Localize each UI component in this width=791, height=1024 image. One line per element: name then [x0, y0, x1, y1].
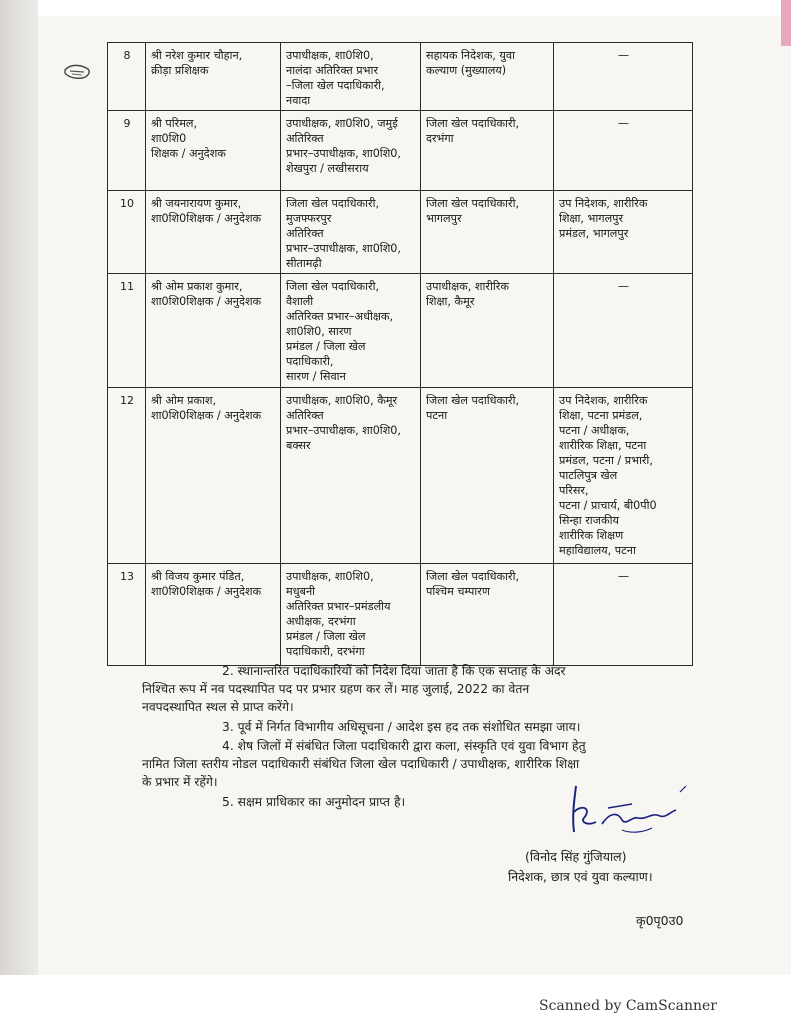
cell-text-line: शारीरिक शिक्षा, पटना: [559, 439, 647, 452]
cell-text-line: शा0शि0, सारण: [286, 325, 352, 338]
serial-number-cell: 11: [108, 274, 146, 388]
cell-text-line: नवादा: [286, 94, 311, 107]
cell-text-line: श्री परिमल,: [151, 117, 198, 130]
cell-text-line: शा0शि0शिक्षक / अनुदेशक: [151, 295, 262, 308]
additional-charge-cell: [554, 564, 693, 666]
additional-charge-cell: [554, 191, 693, 274]
transfer-table: [107, 42, 693, 666]
employee-name-cell: [146, 274, 281, 388]
cell-text-line: मुजफ्फरपुर: [286, 212, 332, 225]
serial-number-cell: 8: [108, 43, 146, 111]
cell-text-line: —: [617, 280, 630, 293]
paragraph-5: 5. सक्षम प्राधिकार का अनुमोदन प्राप्त है।: [222, 795, 406, 809]
page-continuation-ref: कृ0पृ0उ0: [636, 913, 684, 928]
cell-text-line: पटना / प्राचार्य, बी0पी0: [559, 499, 657, 512]
cell-text-line: –जिला खेल पदाधिकारी,: [286, 79, 385, 92]
cell-text-line: प्रभार–उपाधीक्षक, शा0शि0,: [286, 424, 401, 437]
signatory-title: निदेशक, छात्र एवं युवा कल्याण।: [508, 869, 653, 884]
table-row: [108, 191, 693, 274]
cell-text-line: कल्याण (मुख्यालय): [426, 64, 507, 77]
cell-text-line: नालंदा अतिरिक्त प्रभार: [286, 64, 379, 77]
employee-name-cell: [146, 564, 281, 666]
cell-text-line: सिन्हा राजकीय: [559, 514, 619, 527]
current-posting-cell: [281, 43, 421, 111]
serial-number-cell: 10: [108, 191, 146, 274]
current-posting-cell: [281, 388, 421, 564]
table-row: [108, 111, 693, 191]
cell-text-line: पदाधिकारी,: [286, 355, 334, 368]
scan-left-shadow: [0, 0, 38, 975]
cell-text-line: शिक्षक / अनुदेशक: [151, 147, 226, 160]
cell-text-line: पदाधिकारी, दरभंगा: [286, 645, 365, 658]
cell-text-line: सहायक निदेशक, युवा: [426, 49, 516, 62]
cell-text-line: महाविद्यालय, पटना: [559, 544, 636, 557]
cell-text-line: —: [617, 49, 630, 62]
cell-text-line: बक्सर: [286, 439, 311, 452]
cell-text-line: वैशाली: [286, 295, 314, 308]
cell-text-line: श्री विजय कुमार पंडित,: [151, 570, 245, 583]
cell-text-line: शेखपुरा / लखीसराय: [286, 162, 369, 175]
additional-charge-cell: [554, 274, 693, 388]
new-posting-cell: [421, 191, 554, 274]
paragraph-4-line-2: नामित जिला स्तरीय नोडल पदाधिकारी संबंधित जिला खेल पदाधिकारी / उपाधीक्षक, शारीरिक शिक्षा: [142, 757, 580, 771]
cell-text-line: —: [617, 117, 630, 130]
serial-number-cell: 13: [108, 564, 146, 666]
cell-text-line: प्रमंडल, भागलपुर: [559, 227, 629, 240]
current-posting-cell: [281, 274, 421, 388]
employee-name-cell: [146, 191, 281, 274]
cell-text-line: शिक्षा, पटना प्रमंडल,: [559, 409, 643, 422]
cell-text-line: अतिरिक्त प्रभार–अधीक्षक,: [286, 310, 394, 323]
cell-text-line: प्रमंडल / जिला खेल: [286, 340, 366, 353]
cell-text-line: शा0शि0शिक्षक / अनुदेशक: [151, 409, 262, 422]
table-row: [108, 564, 693, 666]
additional-charge-cell: [554, 43, 693, 111]
cell-text-line: पटना / अधीक्षक,: [559, 424, 630, 437]
cell-text-line: भागलपुर: [426, 212, 462, 225]
cell-text-line: अतिरिक्त: [286, 132, 324, 145]
cell-text-line: जिला खेल पदाधिकारी,: [426, 117, 520, 130]
cell-text-line: अतिरिक्त: [286, 409, 324, 422]
table-row: [108, 388, 693, 564]
cell-text-line: शिक्षा, कैमूर: [426, 295, 475, 308]
paragraph-2-line-3: नवपदस्थापित स्थल से प्राप्त करेंगे।: [142, 700, 294, 714]
cell-text-line: शा0शि0शिक्षक / अनुदेशक: [151, 585, 262, 598]
cell-text-line: शा0शि0: [151, 132, 187, 145]
cell-text-line: अतिरिक्त प्रभार–प्रमंडलीय: [286, 600, 391, 613]
additional-charge-cell: [554, 111, 693, 191]
paragraph-2-line-1: 2. स्थानान्तरित पदाधिकारियों को निदेश दिया जाता है कि एक सप्ताह के अंदर: [222, 664, 566, 678]
cell-text-line: उप निदेशक, शारीरिक: [559, 394, 648, 407]
cell-text-line: मधुबनी: [286, 585, 316, 598]
cell-text-line: प्रभार–उपाधीक्षक, शा0शि0,: [286, 242, 401, 255]
new-posting-cell: [421, 43, 554, 111]
cell-text-line: श्री नरेश कुमार चौहान,: [151, 49, 243, 62]
cell-text-line: क्रीड़ा प्रशिक्षक: [151, 64, 209, 77]
cell-text-line: जिला खेल पदाधिकारी,: [426, 570, 520, 583]
cell-text-line: प्रमंडल, पटना / प्रभारी,: [559, 454, 653, 467]
cell-text-line: पाटलिपुत्र खेल: [559, 469, 618, 482]
cell-text-line: अधीक्षक, दरभंगा: [286, 615, 356, 628]
cell-text-line: परिसर,: [559, 484, 589, 497]
current-posting-cell: [281, 564, 421, 666]
cell-text-line: अतिरिक्त: [286, 227, 324, 240]
cell-text-line: प्रभार–उपाधीक्षक, शा0शि0,: [286, 147, 401, 160]
cell-text-line: उपाधीक्षक, शा0शि0,: [286, 570, 374, 583]
cell-text-line: शारीरिक शिक्षण: [559, 529, 624, 542]
new-posting-cell: [421, 111, 554, 191]
paragraph-4-line-3: के प्रभार में रहेंगे।: [142, 775, 218, 789]
additional-charge-cell: [554, 388, 693, 564]
scanner-watermark: Scanned by CamScanner: [539, 998, 717, 1014]
cell-text-line: उपाधीक्षक, शा0शि0, कैमूर: [286, 394, 398, 407]
cell-text-line: उप निदेशक, शारीरिक: [559, 197, 648, 210]
cell-text-line: पश्चिम चम्पारण: [426, 585, 490, 598]
paragraph-2-line-2: निश्चित रूप में नव पदस्थापित पद पर प्रभार ग्रहण कर लें। माह जुलाई, 2022 का वेतन: [142, 682, 530, 696]
scan-top-edge: [38, 0, 791, 16]
cell-text-line: सारण / सिवान: [286, 370, 346, 383]
cell-text-line: श्री जयनारायण कुमार,: [151, 197, 242, 210]
table-row: [108, 274, 693, 388]
paragraph-3: 3. पूर्व में निर्गत विभागीय अधिसूचना / आदेश इस हद तक संशोधित समझा जाय।: [222, 720, 581, 734]
current-posting-cell: [281, 111, 421, 191]
cell-text-line: पटना: [426, 409, 448, 422]
paragraph-4-line-1: 4. शेष जिलों में संबंधित जिला पदाधिकारी द्वारा कला, संस्कृति एवं युवा विभाग हेतु: [222, 739, 586, 753]
employee-name-cell: [146, 43, 281, 111]
cell-text-line: जिला खेल पदाधिकारी,: [286, 280, 380, 293]
new-posting-cell: [421, 388, 554, 564]
cell-text-line: श्री ओम प्रकाश,: [151, 394, 217, 407]
new-posting-cell: [421, 564, 554, 666]
cell-text-line: उपाधीक्षक, शा0शि0,: [286, 49, 374, 62]
cell-text-line: दरभंगा: [426, 132, 454, 145]
cell-text-line: जिला खेल पदाधिकारी,: [286, 197, 380, 210]
serial-number-cell: 12: [108, 388, 146, 564]
new-posting-cell: [421, 274, 554, 388]
employee-name-cell: [146, 388, 281, 564]
cell-text-line: प्रमंडल / जिला खेल: [286, 630, 366, 643]
staple-mark-icon: [62, 60, 94, 84]
cell-text-line: उपाधीक्षक, शा0शि0, जमुई: [286, 117, 398, 130]
cell-text-line: जिला खेल पदाधिकारी,: [426, 197, 520, 210]
employee-name-cell: [146, 111, 281, 191]
signatory-name: (विनोद सिंह गुंजियाल): [525, 849, 627, 864]
cell-text-line: शिक्षा, भागलपुर: [559, 212, 624, 225]
cell-text-line: श्री ओम प्रकाश कुमार,: [151, 280, 243, 293]
handwritten-signature: [562, 782, 692, 840]
cell-text-line: शा0शि0शिक्षक / अनुदेशक: [151, 212, 262, 225]
cell-text-line: सीतामढ़ी: [286, 257, 322, 270]
current-posting-cell: [281, 191, 421, 274]
cell-text-line: जिला खेल पदाधिकारी,: [426, 394, 520, 407]
serial-number-cell: 9: [108, 111, 146, 191]
pink-edge-mark: [781, 0, 791, 46]
table-row: [108, 43, 693, 111]
cell-text-line: —: [617, 570, 630, 583]
cell-text-line: उपाधीक्षक, शारीरिक: [426, 280, 509, 293]
